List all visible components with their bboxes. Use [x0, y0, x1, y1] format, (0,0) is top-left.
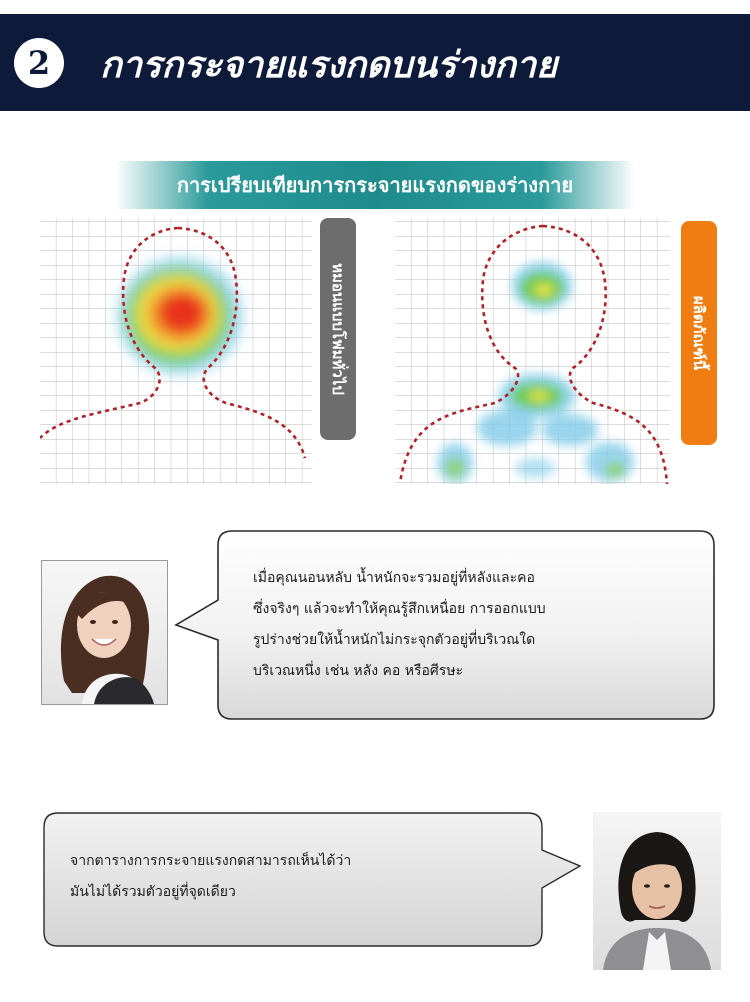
section-number-badge: 2 — [14, 38, 64, 88]
testimonial-1-line: บริเวณหนึ่ง เช่น หลัง คอ หรือศีรษะ — [253, 663, 464, 679]
testimonial-2-text — [70, 846, 500, 908]
testimonial-1-line: รูปร่างช่วยให้น้ำหนักไม่กระจุกตัวอยู่ที่บริเวณใด — [253, 632, 536, 648]
comparison-title: การเปรียบเทียบการกระจายแรงกดของร่างกาย — [176, 173, 574, 197]
testimonial-1-text — [253, 563, 693, 687]
testimonial-photo-2 — [593, 812, 721, 970]
label-ordinary-pillow: หมอนแบบโฟมทั่วไป — [320, 218, 356, 440]
testimonial-1-line: เมื่อคุณนอนหลับ น้ำหนักจะรวมอยู่ที่หลังและคอ — [253, 570, 535, 586]
testimonial-2-line: มันไม่ได้รวมตัวอยู่ที่จุดเดียว — [70, 884, 236, 900]
section-title: การกระจายแรงกดบนร่างกาย — [100, 45, 558, 86]
avatar-woman-short-hair — [593, 812, 721, 970]
testimonial-1-line: ซึ่งจริงๆ แล้วจะทำให้คุณรู้สึกเหนื่อย การออกแบบ — [253, 601, 546, 617]
testimonial-2-line: จากตารางการกระจายแรงกดสามารถเห็นได้ว่า — [70, 853, 352, 869]
label-this-product: ผลิตภัณฑ์นี้ — [681, 221, 717, 445]
